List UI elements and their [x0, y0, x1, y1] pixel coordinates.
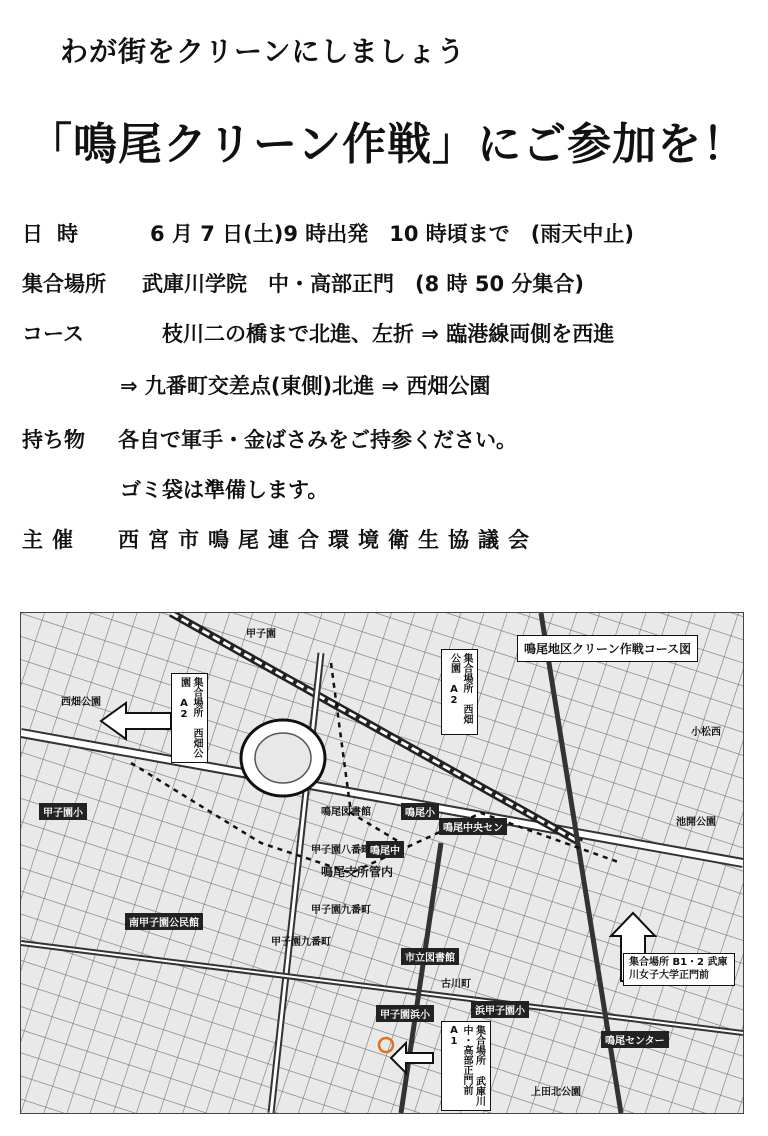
- map-tag-naruo-center: 鳴尾センター: [601, 1031, 669, 1048]
- assembly-a2-box: 集合場所 西畑公園 A2: [171, 673, 208, 763]
- map-tag-hama-school: 浜甲子園小: [471, 1001, 529, 1018]
- map-label-nishibata: 西畑公園: [61, 697, 101, 708]
- map-label-kamida-park: 上田北公園: [531, 1087, 581, 1098]
- map-tag-central-center: 鳴尾中央セン: [439, 818, 507, 835]
- map-tag-library: 市立図書館: [401, 948, 459, 965]
- items-row: [22, 424, 517, 454]
- course-label: コース: [22, 322, 84, 346]
- place-label: 集合場所: [22, 272, 106, 296]
- page-title: 「鳴尾クリーン作戦」にご参加を！: [28, 119, 748, 170]
- map-mid-label: 鳴尾支所管内: [321, 865, 394, 879]
- subtitle: わが街をクリーンにしましょう: [60, 35, 466, 68]
- map-tag-naruo-junior: 鳴尾中: [366, 841, 404, 858]
- map-label-koshien: 甲子園: [246, 629, 276, 640]
- datetime-value: 6 月 7 日(土)9 時出発 10 時頃まで (雨天中止): [150, 222, 635, 246]
- course-line2: ⇒ 九番町交差点(東側)北進 ⇒ 西畑公園: [120, 374, 491, 398]
- organizer-row: [22, 524, 538, 554]
- assembly-a1-box: 集合場所 武庫川中・高部正門前 A1: [441, 1021, 491, 1111]
- map-tag-naruo-school: 鳴尾小: [401, 803, 439, 820]
- items-line2: ゴミ袋は準備します。: [120, 478, 329, 502]
- items-label: 持ち物: [22, 428, 85, 452]
- map-tag-hamakoshien-school: 甲子園浜小: [376, 1005, 434, 1022]
- map-legend: 鳴尾地区クリーン作戦コース図: [517, 635, 698, 662]
- map-tag-koshien-school: 甲子園小: [39, 803, 87, 820]
- datetime-label: 日時: [22, 222, 92, 246]
- items-line1: 各自で軍手・金ばさみをご持参ください。: [118, 428, 517, 452]
- organizer-value: 西宮市鳴尾連合環境衛生協議会: [118, 528, 538, 552]
- datetime-row: [22, 218, 634, 248]
- course-map: [20, 612, 744, 1114]
- map-label-library: 鳴尾図書館: [321, 807, 371, 818]
- course-row: [22, 318, 614, 348]
- map-area-label: 甲子園九番町: [311, 905, 371, 916]
- map-label-komatsu: 小松西: [691, 727, 721, 738]
- map-label-furukawa: 古川町: [441, 979, 471, 990]
- map-tag-community-hall: 南甲子園公民館: [125, 913, 203, 930]
- map-label-ike-park: 池開公園: [676, 817, 716, 828]
- place-row: [22, 268, 584, 298]
- organizer-label: 主催: [22, 528, 82, 552]
- assembly-west-box: 集合場所 西畑公園 A2: [441, 649, 478, 735]
- assembly-b-box: 集合場所 B1・2 武庫川女子大学正門前: [623, 953, 735, 986]
- course-line1: 枝川二の橋まで北進、左折 ⇒ 臨港線両側を西進: [162, 322, 615, 346]
- place-value: 武庫川学院 中・高部正門 (8 時 50 分集合): [142, 272, 584, 296]
- map-label-8bancho: 甲子園八番町: [311, 845, 371, 856]
- map-label-9bancho: 甲子園九番町: [271, 937, 331, 948]
